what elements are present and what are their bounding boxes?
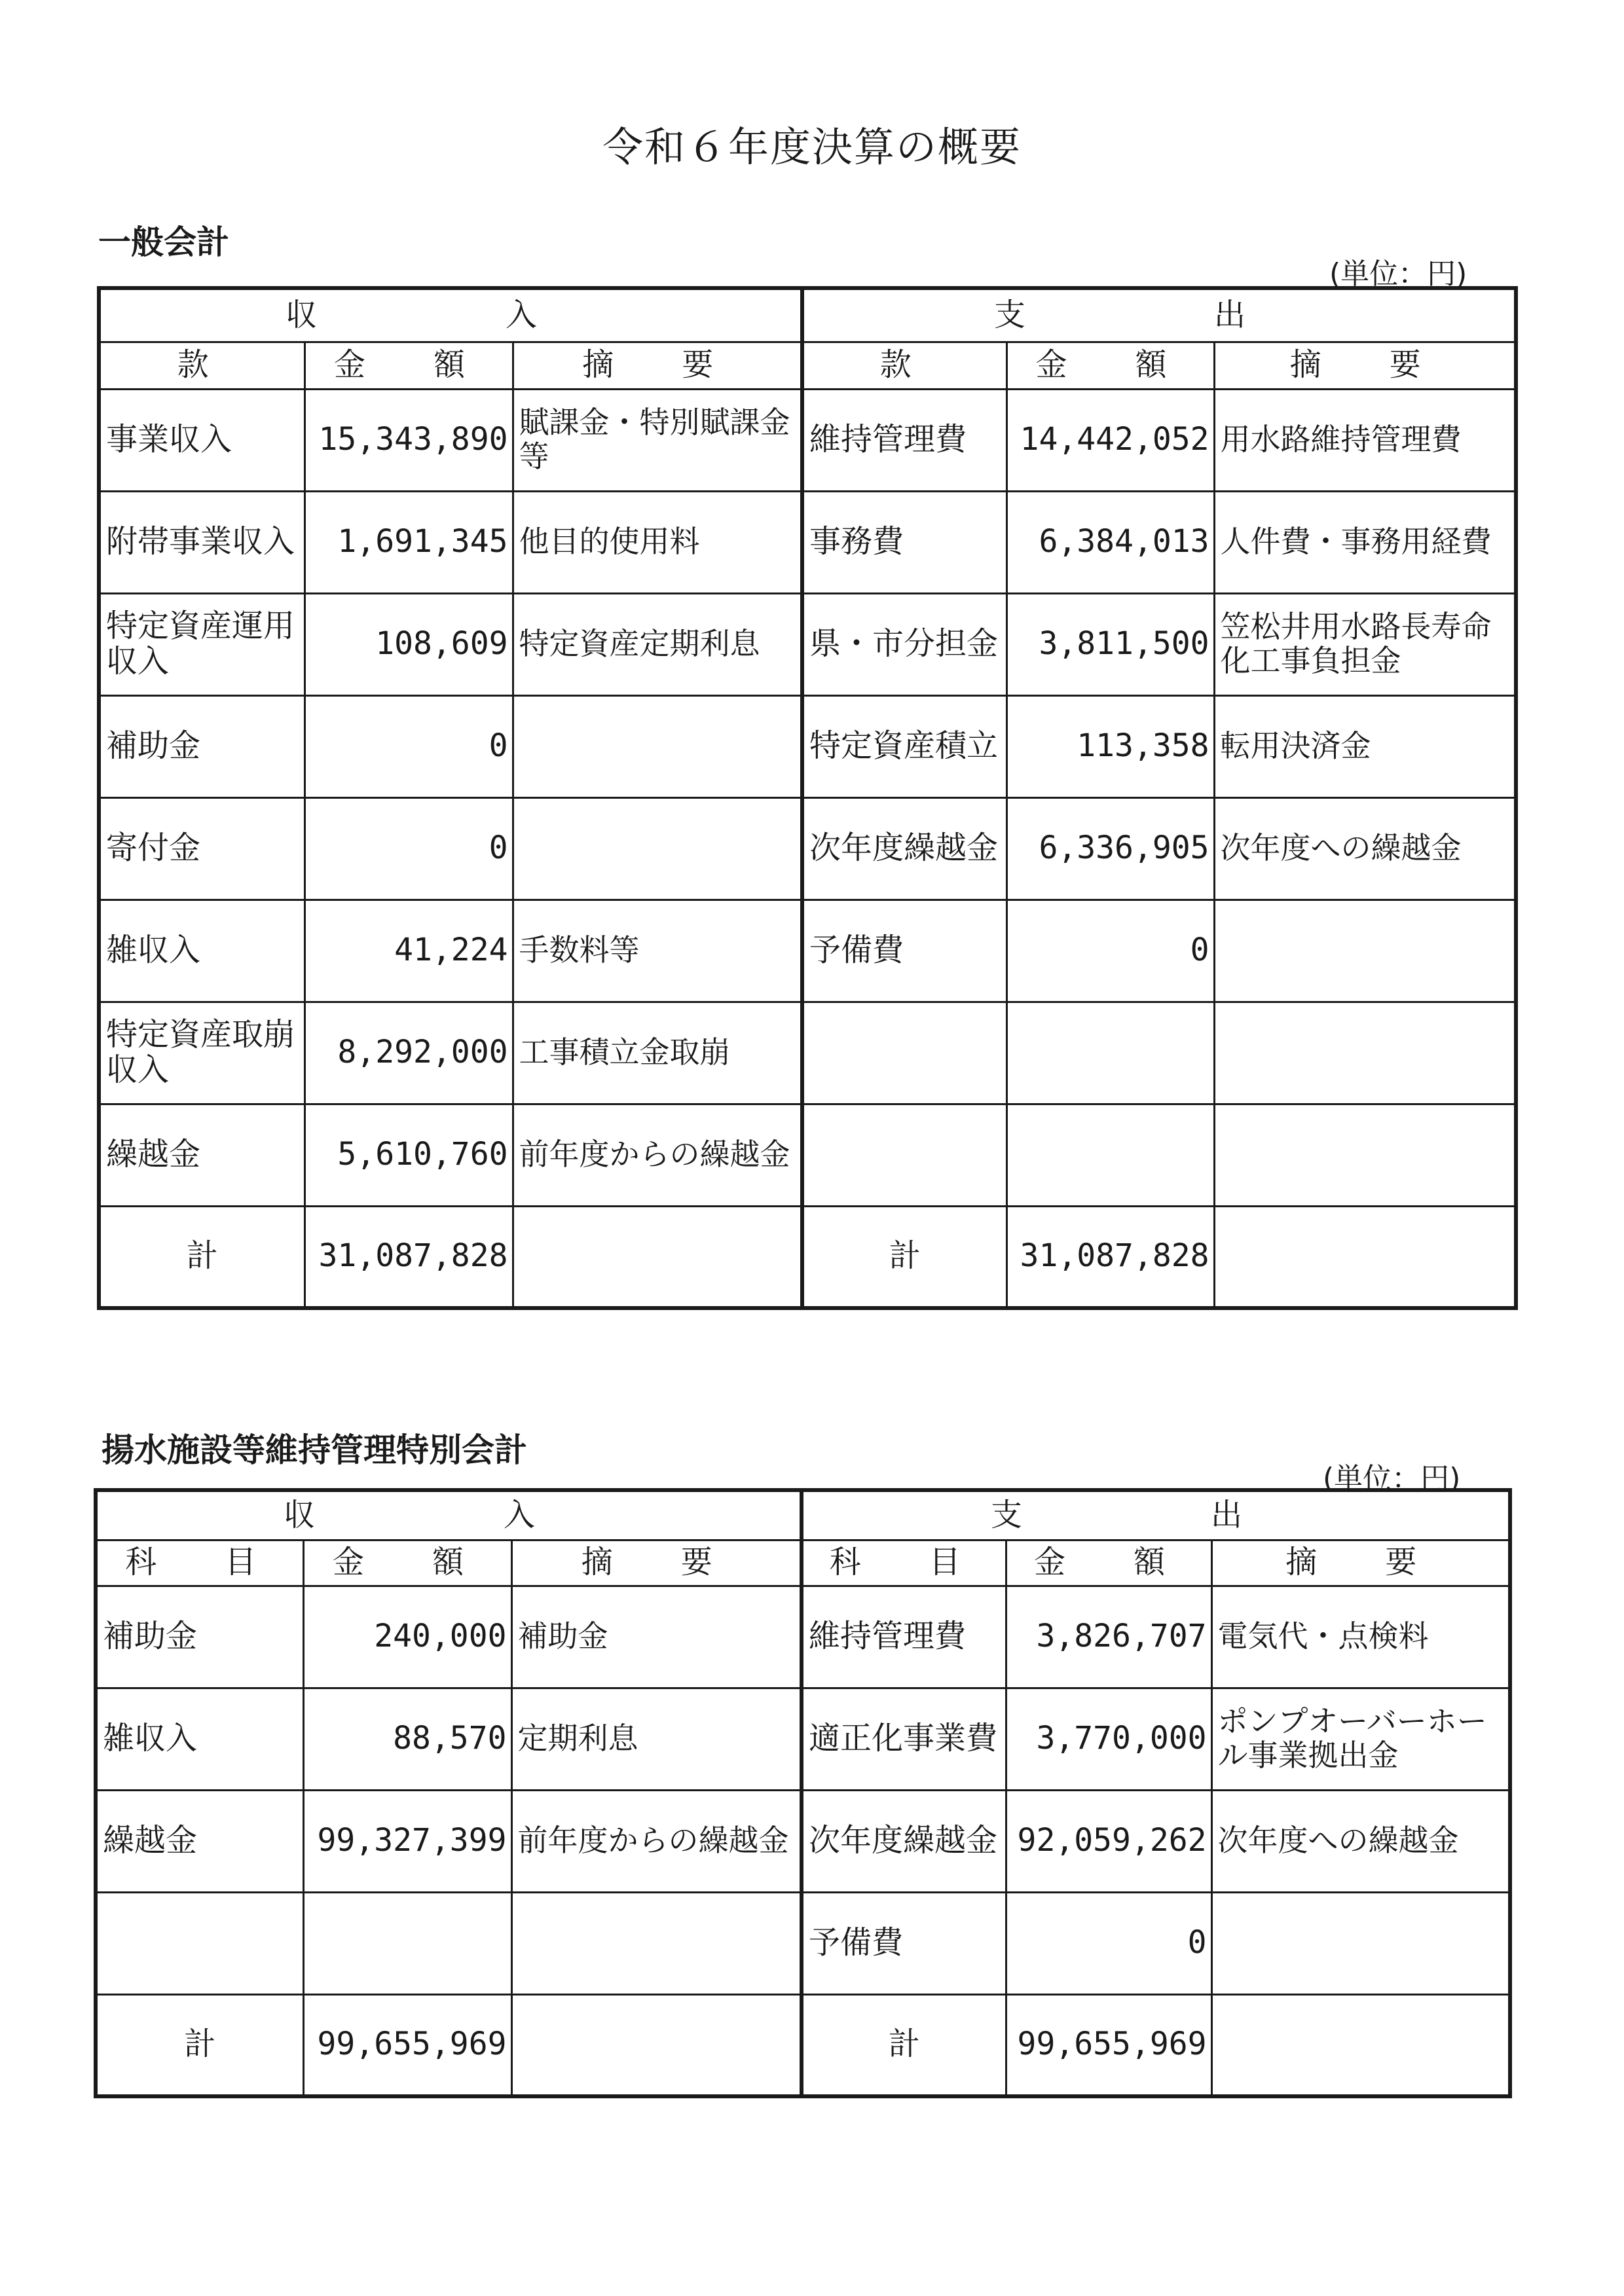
expense-amount: 6,336,905 xyxy=(1006,797,1214,900)
general-income-amount-col: 金 額 xyxy=(304,342,513,389)
income-item: 寄付金 xyxy=(99,797,304,900)
expense-total-label: 計 xyxy=(802,1206,1006,1308)
expense-item xyxy=(802,1104,1006,1206)
expense-item: 事務費 xyxy=(802,491,1006,593)
income-item: 事業収入 xyxy=(99,389,304,491)
income-total-amount: 31,087,828 xyxy=(304,1206,513,1308)
expense-note: 次年度への繰越金 xyxy=(1211,1790,1510,1892)
income-note: 前年度からの繰越金 xyxy=(513,1104,802,1206)
special-expense-item-col: 科 目 xyxy=(802,1540,1006,1586)
income-item: 繰越金 xyxy=(99,1104,304,1206)
income-item: 繰越金 xyxy=(96,1790,303,1892)
income-amount: 88,570 xyxy=(303,1688,511,1790)
expense-item: 適正化事業費 xyxy=(802,1688,1006,1790)
expense-note: 笠松井用水路長寿命化工事負担金 xyxy=(1214,593,1516,695)
income-item: 補助金 xyxy=(99,695,304,797)
general-unit-label: (単位：円) xyxy=(1329,257,1467,291)
expense-amount: 6,384,013 xyxy=(1006,491,1214,593)
general-group-header-row xyxy=(99,288,1516,342)
expense-amount: 92,059,262 xyxy=(1006,1790,1211,1892)
special-account-title: 揚水施設等維持管理特別会計 xyxy=(101,1431,527,1469)
table-row xyxy=(99,1104,1516,1206)
income-note: 工事積立金取崩 xyxy=(513,1002,802,1104)
income-item: 特定資産運用収入 xyxy=(99,593,304,695)
table-row xyxy=(99,593,1516,695)
general-income-item-col: 款 xyxy=(99,342,304,389)
general-income-header: 収 入 xyxy=(99,288,802,342)
expense-note: 電気代・点検料 xyxy=(1211,1586,1510,1688)
income-note xyxy=(513,797,802,900)
expense-total-amount: 99,655,969 xyxy=(1006,1994,1211,2096)
table-row xyxy=(99,491,1516,593)
special-total-row xyxy=(96,1994,1510,2096)
expense-amount: 3,826,707 xyxy=(1006,1586,1211,1688)
income-note xyxy=(513,695,802,797)
expense-total-amount: 31,087,828 xyxy=(1006,1206,1214,1308)
income-amount: 41,224 xyxy=(304,900,513,1002)
expense-note: 人件費・事務用経費 xyxy=(1214,491,1516,593)
special-expense-amount-col: 金 額 xyxy=(1006,1540,1211,1586)
general-expense-note-col: 摘 要 xyxy=(1214,342,1516,389)
special-expense-note-col: 摘 要 xyxy=(1211,1540,1510,1586)
income-item: 雑収入 xyxy=(99,900,304,1002)
income-total-label: 計 xyxy=(99,1206,304,1308)
expense-total-note xyxy=(1214,1206,1516,1308)
general-account-table xyxy=(97,286,1518,1310)
general-account-title: 一般会計 xyxy=(98,223,229,261)
expense-note: ポンプオーバーホール事業拠出金 xyxy=(1211,1688,1510,1790)
expense-item: 特定資産積立 xyxy=(802,695,1006,797)
income-item xyxy=(96,1892,303,1994)
general-total-row xyxy=(99,1206,1516,1308)
expense-item: 次年度繰越金 xyxy=(802,1790,1006,1892)
expense-note: 転用決済金 xyxy=(1214,695,1516,797)
income-amount: 5,610,760 xyxy=(304,1104,513,1206)
table-row xyxy=(96,1586,1510,1688)
expense-note xyxy=(1214,1104,1516,1206)
income-note: 前年度からの繰越金 xyxy=(511,1790,802,1892)
table-row xyxy=(99,1002,1516,1104)
special-income-amount-col: 金 額 xyxy=(303,1540,511,1586)
expense-note xyxy=(1214,900,1516,1002)
table-row xyxy=(99,695,1516,797)
general-expense-header: 支 出 xyxy=(802,288,1516,342)
general-expense-item-col: 款 xyxy=(802,342,1006,389)
expense-amount: 3,811,500 xyxy=(1006,593,1214,695)
income-item: 補助金 xyxy=(96,1586,303,1688)
income-note: 手数料等 xyxy=(513,900,802,1002)
income-note: 補助金 xyxy=(511,1586,802,1688)
expense-item: 県・市分担金 xyxy=(802,593,1006,695)
expense-item xyxy=(802,1002,1006,1104)
expense-note xyxy=(1214,1002,1516,1104)
expense-note: 次年度への繰越金 xyxy=(1214,797,1516,900)
special-income-note-col: 摘 要 xyxy=(511,1540,802,1586)
expense-amount xyxy=(1006,1002,1214,1104)
table-row xyxy=(99,389,1516,491)
income-note: 他目的使用料 xyxy=(513,491,802,593)
income-note: 定期利息 xyxy=(511,1688,802,1790)
general-expense-amount-col: 金 額 xyxy=(1006,342,1214,389)
income-item: 雑収入 xyxy=(96,1688,303,1790)
general-column-header-row xyxy=(99,342,1516,389)
income-amount: 0 xyxy=(304,695,513,797)
expense-item: 次年度繰越金 xyxy=(802,797,1006,900)
special-group-header-row xyxy=(96,1490,1510,1540)
expense-item: 維持管理費 xyxy=(802,389,1006,491)
special-income-header: 収 入 xyxy=(96,1490,802,1540)
income-item: 特定資産取崩収入 xyxy=(99,1002,304,1104)
special-account-table xyxy=(94,1488,1512,2098)
income-note: 特定資産定期利息 xyxy=(513,593,802,695)
special-expense-header: 支 出 xyxy=(802,1490,1510,1540)
expense-amount: 113,358 xyxy=(1006,695,1214,797)
expense-note xyxy=(1211,1892,1510,1994)
expense-total-note xyxy=(1211,1994,1510,2096)
expense-amount: 3,770,000 xyxy=(1006,1688,1211,1790)
income-item: 附帯事業収入 xyxy=(99,491,304,593)
table-row xyxy=(96,1688,1510,1790)
expense-note: 用水路維持管理費 xyxy=(1214,389,1516,491)
income-note: 賦課金・特別賦課金等 xyxy=(513,389,802,491)
expense-amount: 14,442,052 xyxy=(1006,389,1214,491)
page-title: 令和６年度決算の概要 xyxy=(602,123,1022,171)
expense-item: 予備費 xyxy=(802,1892,1006,1994)
expense-amount: 0 xyxy=(1006,900,1214,1002)
special-unit-label: (単位：円) xyxy=(1323,1462,1461,1495)
expense-amount: 0 xyxy=(1006,1892,1211,1994)
income-total-note xyxy=(513,1206,802,1308)
special-column-header-row xyxy=(96,1540,1510,1586)
income-amount: 8,292,000 xyxy=(304,1002,513,1104)
income-amount: 240,000 xyxy=(303,1586,511,1688)
income-note xyxy=(511,1892,802,1994)
table-row xyxy=(99,900,1516,1002)
income-total-label: 計 xyxy=(96,1994,303,2096)
table-row xyxy=(96,1892,1510,1994)
expense-total-label: 計 xyxy=(802,1994,1006,2096)
income-total-amount: 99,655,969 xyxy=(303,1994,511,2096)
expense-amount xyxy=(1006,1104,1214,1206)
income-total-note xyxy=(511,1994,802,2096)
income-amount: 15,343,890 xyxy=(304,389,513,491)
income-amount: 99,327,399 xyxy=(303,1790,511,1892)
expense-item: 予備費 xyxy=(802,900,1006,1002)
table-row xyxy=(96,1790,1510,1892)
expense-item: 維持管理費 xyxy=(802,1586,1006,1688)
general-income-note-col: 摘 要 xyxy=(513,342,802,389)
table-row xyxy=(99,797,1516,900)
special-income-item-col: 科 目 xyxy=(96,1540,303,1586)
income-amount: 1,691,345 xyxy=(304,491,513,593)
income-amount xyxy=(303,1892,511,1994)
income-amount: 108,609 xyxy=(304,593,513,695)
income-amount: 0 xyxy=(304,797,513,900)
